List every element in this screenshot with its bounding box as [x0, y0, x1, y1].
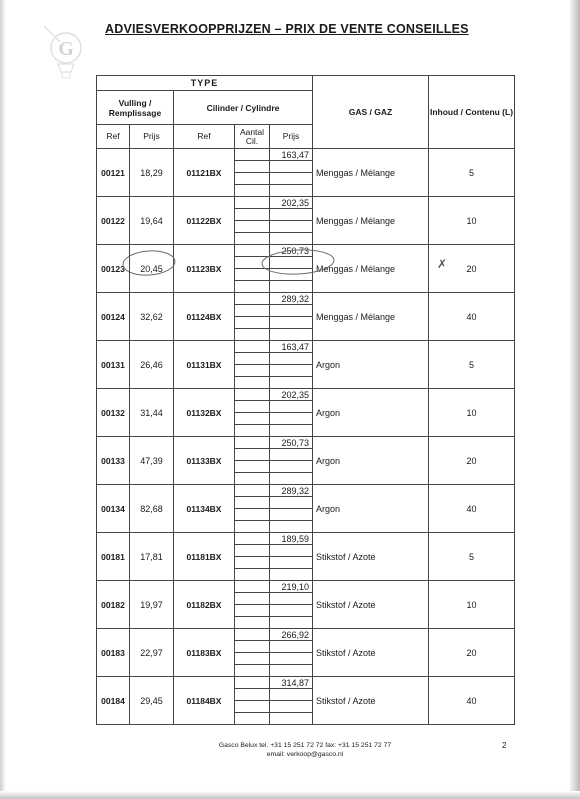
cilinder-prijs-blank — [270, 329, 313, 341]
header-aantal-cil: Aantal Cil. — [235, 125, 270, 149]
cilinder-ref: 01124BX — [174, 293, 235, 341]
aantal-cil-cell — [235, 617, 270, 629]
footer-contact — [190, 741, 420, 759]
header-inhoud: Inhoud / Contenu (L) — [429, 76, 515, 149]
cilinder-prijs: 202,35 — [270, 197, 313, 209]
aantal-cil-cell — [235, 209, 270, 221]
vulling-prijs: 17,81 — [130, 533, 174, 581]
aantal-cil-cell — [235, 425, 270, 437]
cilinder-ref: 01123BX — [174, 245, 235, 293]
inhoud-value: 20 — [429, 629, 515, 677]
header-ref-cilinder: Ref — [174, 125, 235, 149]
gas-type: Argon — [313, 437, 429, 485]
cilinder-prijs-blank — [270, 497, 313, 509]
gas-type: Stikstof / Azote — [313, 677, 429, 725]
gas-type: Menggas / Mélange — [313, 245, 429, 293]
aantal-cil-cell — [235, 677, 270, 689]
cilinder-prijs-blank — [270, 557, 313, 569]
inhoud-value: 10 — [429, 197, 515, 245]
aantal-cil-cell — [235, 497, 270, 509]
cilinder-prijs-blank — [270, 665, 313, 677]
inhoud-value: 10 — [429, 581, 515, 629]
footer-email: email: verkoop@gasco.nl — [266, 751, 344, 758]
inhoud-value: 5 — [429, 533, 515, 581]
aantal-cil-cell — [235, 449, 270, 461]
aantal-cil-cell — [235, 581, 270, 593]
cilinder-ref: 01132BX — [174, 389, 235, 437]
aantal-cil-cell — [235, 245, 270, 257]
table-row — [97, 389, 515, 401]
cilinder-prijs-blank — [270, 209, 313, 221]
cilinder-prijs-blank — [270, 161, 313, 173]
aantal-cil-cell — [235, 161, 270, 173]
vulling-ref: 00133 — [97, 437, 130, 485]
vulling-ref: 00131 — [97, 341, 130, 389]
vulling-ref: 00121 — [97, 149, 130, 197]
aantal-cil-cell — [235, 329, 270, 341]
aantal-cil-cell — [235, 593, 270, 605]
table-row — [97, 245, 515, 257]
aantal-cil-cell — [235, 557, 270, 569]
vulling-prijs: 22,97 — [130, 629, 174, 677]
cilinder-ref: 01184BX — [174, 677, 235, 725]
cilinder-ref: 01134BX — [174, 485, 235, 533]
table-row — [97, 533, 515, 545]
header-gas: GAS / GAZ — [313, 76, 429, 149]
table-row — [97, 293, 515, 305]
page-edge-shadow-left — [0, 0, 6, 799]
gas-type: Menggas / Mélange — [313, 293, 429, 341]
vulling-prijs: 19,97 — [130, 581, 174, 629]
vulling-prijs: 26,46 — [130, 341, 174, 389]
vulling-ref: 00122 — [97, 197, 130, 245]
cilinder-ref: 01183BX — [174, 629, 235, 677]
footer-phone-fax: Gasco Belux tel. +31 15 251 72 72 fax: +31 15 251 72 77 — [218, 742, 392, 749]
cilinder-prijs-blank — [270, 365, 313, 377]
aantal-cil-cell — [235, 629, 270, 641]
aantal-cil-cell — [235, 233, 270, 245]
cilinder-prijs-blank — [270, 689, 313, 701]
inhoud-value: 5 — [429, 149, 515, 197]
inhoud-value: 40 — [429, 293, 515, 341]
aantal-cil-cell — [235, 665, 270, 677]
cilinder-prijs-blank — [270, 317, 313, 329]
cilinder-prijs-blank — [270, 569, 313, 581]
gasco-logo-watermark — [44, 24, 84, 82]
inhoud-value: 5 — [429, 341, 515, 389]
aantal-cil-cell — [235, 485, 270, 497]
cilinder-prijs-blank — [270, 641, 313, 653]
cilinder-prijs: 250,73 — [270, 245, 313, 257]
aantal-cil-cell — [235, 197, 270, 209]
logo-letter: G — [58, 38, 74, 60]
vulling-ref: 00183 — [97, 629, 130, 677]
cilinder-prijs-blank — [270, 377, 313, 389]
aantal-cil-cell — [235, 353, 270, 365]
aantal-cil-cell — [235, 701, 270, 713]
aantal-cil-cell — [235, 641, 270, 653]
aantal-cil-cell — [235, 689, 270, 701]
aantal-cil-cell — [235, 461, 270, 473]
gas-type: Argon — [313, 389, 429, 437]
cilinder-prijs-blank — [270, 305, 313, 317]
aantal-cil-cell — [235, 437, 270, 449]
cilinder-prijs-blank — [270, 425, 313, 437]
cilinder-prijs-blank — [270, 521, 313, 533]
inhoud-value: 10 — [429, 389, 515, 437]
cilinder-ref: 01181BX — [174, 533, 235, 581]
aantal-cil-cell — [235, 305, 270, 317]
vulling-ref: 00124 — [97, 293, 130, 341]
inhoud-value: 20 — [429, 437, 515, 485]
table-row — [97, 485, 515, 497]
cilinder-prijs-blank — [270, 233, 313, 245]
header-prijs-vulling: Prijs — [130, 125, 174, 149]
gas-type: Argon — [313, 341, 429, 389]
vulling-ref: 00134 — [97, 485, 130, 533]
aantal-cil-cell — [235, 341, 270, 353]
aantal-cil-cell — [235, 521, 270, 533]
aantal-cil-cell — [235, 509, 270, 521]
vulling-ref: 00181 — [97, 533, 130, 581]
vulling-ref: 00132 — [97, 389, 130, 437]
header-ref-vulling: Ref — [97, 125, 130, 149]
cilinder-prijs-blank — [270, 545, 313, 557]
cilinder-ref: 01133BX — [174, 437, 235, 485]
aantal-cil-cell — [235, 713, 270, 725]
aantal-cil-cell — [235, 293, 270, 305]
cilinder-prijs: 219,10 — [270, 581, 313, 593]
aantal-cil-cell — [235, 221, 270, 233]
inhoud-value: 40 — [429, 677, 515, 725]
aantal-cil-cell — [235, 413, 270, 425]
cilinder-prijs-blank — [270, 173, 313, 185]
cilinder-prijs-blank — [270, 353, 313, 365]
aantal-cil-cell — [235, 317, 270, 329]
cilinder-prijs: 289,32 — [270, 293, 313, 305]
page-edge-shadow-bottom — [0, 791, 580, 799]
aantal-cil-cell — [235, 377, 270, 389]
cilinder-prijs-blank — [270, 449, 313, 461]
table-row — [97, 341, 515, 353]
vulling-prijs: 19,64 — [130, 197, 174, 245]
cilinder-prijs: 202,35 — [270, 389, 313, 401]
inhoud-value: 20 — [429, 245, 515, 293]
cilinder-prijs-blank — [270, 269, 313, 281]
pen-cross-mark: ✗ — [437, 257, 448, 271]
vulling-prijs: 18,29 — [130, 149, 174, 197]
aantal-cil-cell — [235, 185, 270, 197]
aantal-cil-cell — [235, 473, 270, 485]
aantal-cil-cell — [235, 149, 270, 161]
table-row — [97, 437, 515, 449]
cilinder-prijs-blank — [270, 401, 313, 413]
header-cilinder: Cilinder / Cylindre — [174, 91, 313, 125]
vulling-ref: 00123 — [97, 245, 130, 293]
aantal-cil-cell — [235, 401, 270, 413]
cilinder-prijs-blank — [270, 653, 313, 665]
cilinder-prijs-blank — [270, 281, 313, 293]
document-title: ADVIESVERKOOPPRIJZEN – PRIX DE VENTE CONSEILLES — [105, 22, 469, 36]
cilinder-ref: 01131BX — [174, 341, 235, 389]
cilinder-prijs: 250,73 — [270, 437, 313, 449]
header-vulling: Vulling / Remplissage — [97, 91, 174, 125]
vulling-prijs: 47,39 — [130, 437, 174, 485]
aantal-cil-cell — [235, 257, 270, 269]
gas-type: Argon — [313, 485, 429, 533]
aantal-cil-cell — [235, 269, 270, 281]
cilinder-prijs-blank — [270, 413, 313, 425]
vulling-prijs: 20,45 — [130, 245, 174, 293]
vulling-ref: 00182 — [97, 581, 130, 629]
vulling-prijs: 29,45 — [130, 677, 174, 725]
cilinder-ref: 01121BX — [174, 149, 235, 197]
gas-type: Menggas / Mélange — [313, 149, 429, 197]
page-edge-shadow-right — [570, 0, 580, 799]
cilinder-prijs: 163,47 — [270, 149, 313, 161]
cilinder-prijs: 189,59 — [270, 533, 313, 545]
vulling-prijs: 82,68 — [130, 485, 174, 533]
vulling-ref: 00184 — [97, 677, 130, 725]
aantal-cil-cell — [235, 605, 270, 617]
gas-type: Stikstof / Azote — [313, 533, 429, 581]
table-row — [97, 581, 515, 593]
table-row — [97, 149, 515, 161]
cilinder-prijs-blank — [270, 701, 313, 713]
header-type: TYPE — [97, 76, 313, 91]
cilinder-prijs-blank — [270, 257, 313, 269]
aantal-cil-cell — [235, 389, 270, 401]
table-row — [97, 677, 515, 689]
cilinder-prijs-blank — [270, 461, 313, 473]
cilinder-prijs-blank — [270, 593, 313, 605]
header-prijs-cilinder: Prijs — [270, 125, 313, 149]
cilinder-prijs-blank — [270, 221, 313, 233]
table-row — [97, 197, 515, 209]
aantal-cil-cell — [235, 533, 270, 545]
aantal-cil-cell — [235, 173, 270, 185]
aantal-cil-cell — [235, 365, 270, 377]
cilinder-prijs-blank — [270, 605, 313, 617]
aantal-cil-cell — [235, 653, 270, 665]
table-row — [97, 629, 515, 641]
vulling-prijs: 31,44 — [130, 389, 174, 437]
cilinder-prijs-blank — [270, 185, 313, 197]
cilinder-prijs-blank — [270, 473, 313, 485]
cilinder-prijs: 266,92 — [270, 629, 313, 641]
cilinder-prijs: 289,32 — [270, 485, 313, 497]
gas-type: Stikstof / Azote — [313, 629, 429, 677]
cilinder-ref: 01122BX — [174, 197, 235, 245]
cilinder-prijs-blank — [270, 509, 313, 521]
cilinder-prijs-blank — [270, 713, 313, 725]
aantal-cil-cell — [235, 281, 270, 293]
cilinder-prijs-blank — [270, 617, 313, 629]
aantal-cil-cell — [235, 545, 270, 557]
page-number: 2 — [502, 741, 507, 750]
gas-type: Menggas / Mélange — [313, 197, 429, 245]
inhoud-value: 40 — [429, 485, 515, 533]
cilinder-ref: 01182BX — [174, 581, 235, 629]
cilinder-prijs: 314,87 — [270, 677, 313, 689]
cilinder-prijs: 163,47 — [270, 341, 313, 353]
gas-type: Stikstof / Azote — [313, 581, 429, 629]
aantal-cil-cell — [235, 569, 270, 581]
vulling-prijs: 32,62 — [130, 293, 174, 341]
price-table — [96, 75, 515, 725]
